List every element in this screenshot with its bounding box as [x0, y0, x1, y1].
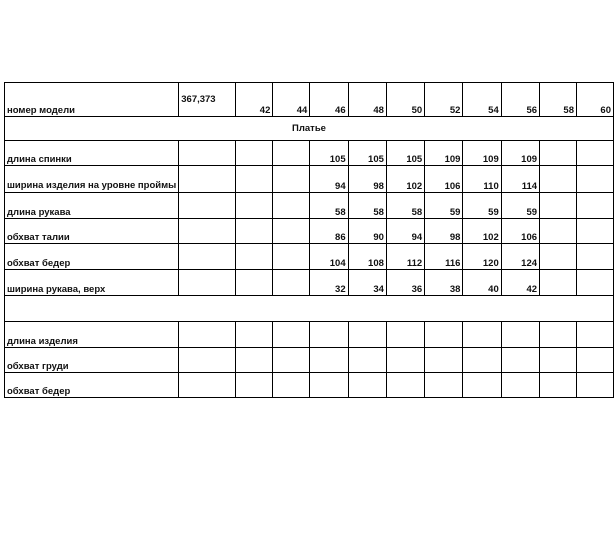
table-cell	[310, 348, 348, 373]
table-cell: 114	[501, 166, 539, 193]
table-cell: 34	[348, 270, 386, 296]
size-header: 58	[540, 83, 577, 117]
table-cell	[236, 141, 273, 166]
table-cell	[576, 244, 613, 270]
table-cell	[179, 193, 236, 219]
table-cell	[179, 373, 236, 398]
table-row	[5, 193, 614, 219]
table-cell	[273, 244, 310, 270]
table-cell: 86	[310, 219, 348, 244]
row-label: обхват бедер	[5, 244, 179, 270]
table-cell	[273, 270, 310, 296]
table-cell: 40	[463, 270, 501, 296]
table-cell	[386, 348, 424, 373]
table-cell	[576, 141, 613, 166]
table-cell	[463, 322, 501, 348]
table-row	[5, 348, 614, 373]
table-cell	[576, 270, 613, 296]
table-cell	[576, 193, 613, 219]
table-cell	[576, 322, 613, 348]
size-header: 54	[463, 83, 501, 117]
table-cell	[425, 373, 463, 398]
table-cell	[501, 322, 539, 348]
row-label: обхват талии	[5, 219, 179, 244]
table-cell	[348, 348, 386, 373]
table-row	[5, 373, 614, 398]
table-cell	[310, 373, 348, 398]
row-label: длина спинки	[5, 141, 179, 166]
row-label: обхват бедер	[5, 373, 179, 398]
table-cell: 120	[463, 244, 501, 270]
table-cell	[540, 270, 577, 296]
table-cell	[348, 373, 386, 398]
table-cell: 102	[463, 219, 501, 244]
row-label: длина изделия	[5, 322, 179, 348]
table-cell: 116	[425, 244, 463, 270]
table-cell: 124	[501, 244, 539, 270]
table-cell	[540, 219, 577, 244]
table-row	[5, 219, 614, 244]
blank-band	[5, 296, 614, 322]
table-cell	[576, 348, 613, 373]
table-cell	[576, 166, 613, 193]
row-label: ширина изделия на уровне проймы	[5, 166, 179, 193]
table-cell: 59	[425, 193, 463, 219]
table-cell	[273, 348, 310, 373]
row-label: ширина рукава, верх	[5, 270, 179, 296]
table-cell	[179, 322, 236, 348]
table-cell: 106	[425, 166, 463, 193]
table-cell	[540, 244, 577, 270]
table-cell: 42	[501, 270, 539, 296]
table-cell: 94	[310, 166, 348, 193]
size-header: 52	[425, 83, 463, 117]
size-header: 60	[576, 83, 613, 117]
table-cell	[540, 166, 577, 193]
table-cell	[273, 322, 310, 348]
table-cell	[576, 219, 613, 244]
table-cell: 32	[310, 270, 348, 296]
table-cell	[273, 219, 310, 244]
table-cell	[273, 141, 310, 166]
table-cell	[425, 322, 463, 348]
table-cell	[501, 348, 539, 373]
table-cell	[540, 373, 577, 398]
table-cell	[273, 166, 310, 193]
table-cell: 105	[386, 141, 424, 166]
size-header: 56	[501, 83, 539, 117]
table-cell: 38	[425, 270, 463, 296]
row-label: обхват груди	[5, 348, 179, 373]
table-cell: 59	[463, 193, 501, 219]
table-cell	[540, 348, 577, 373]
table-cell: 90	[348, 219, 386, 244]
table-cell: 58	[310, 193, 348, 219]
table-cell: 109	[463, 141, 501, 166]
table-cell	[236, 373, 273, 398]
spacer-row	[5, 296, 614, 322]
table-row	[5, 322, 614, 348]
table-cell	[179, 166, 236, 193]
table-cell	[540, 322, 577, 348]
table-cell	[236, 244, 273, 270]
table-cell: 102	[386, 166, 424, 193]
table-cell: 109	[501, 141, 539, 166]
table-cell	[179, 348, 236, 373]
model-number-label: номер модели	[5, 83, 179, 117]
table-cell	[463, 348, 501, 373]
table-cell	[236, 348, 273, 373]
table-cell	[236, 322, 273, 348]
table-cell: 104	[310, 244, 348, 270]
table-cell: 109	[425, 141, 463, 166]
table-cell	[540, 141, 577, 166]
table-cell	[348, 322, 386, 348]
table-cell	[273, 373, 310, 398]
table-cell: 105	[310, 141, 348, 166]
table-cell	[540, 193, 577, 219]
table-cell: 98	[425, 219, 463, 244]
table-cell: 94	[386, 219, 424, 244]
size-chart-table	[4, 82, 614, 398]
row-label: длина рукава	[5, 193, 179, 219]
table-cell	[273, 193, 310, 219]
table-cell: 59	[501, 193, 539, 219]
table-cell: 36	[386, 270, 424, 296]
table-cell	[179, 141, 236, 166]
table-cell	[310, 322, 348, 348]
table-cell	[179, 244, 236, 270]
size-header: 48	[348, 83, 386, 117]
size-header: 46	[310, 83, 348, 117]
table-cell	[236, 219, 273, 244]
table-cell: 58	[348, 193, 386, 219]
table-row	[5, 141, 614, 166]
table-cell	[236, 193, 273, 219]
table-cell	[236, 270, 273, 296]
table-row	[5, 270, 614, 296]
table-row	[5, 166, 614, 193]
table-row	[5, 244, 614, 270]
size-header: 44	[273, 83, 310, 117]
table-cell	[179, 219, 236, 244]
table-cell: 105	[348, 141, 386, 166]
size-header: 50	[386, 83, 424, 117]
section-title: Платье	[5, 117, 614, 141]
section-row	[5, 117, 614, 141]
table-cell: 98	[348, 166, 386, 193]
table-cell: 110	[463, 166, 501, 193]
model-number-value: 367,373	[179, 83, 236, 117]
table-cell	[501, 373, 539, 398]
table-cell: 58	[386, 193, 424, 219]
table-cell	[236, 166, 273, 193]
table-cell	[576, 373, 613, 398]
table-cell	[386, 373, 424, 398]
table-cell	[425, 348, 463, 373]
size-header: 42	[236, 83, 273, 117]
table-cell	[386, 322, 424, 348]
header-row	[5, 83, 614, 117]
table-cell	[463, 373, 501, 398]
table-cell: 106	[501, 219, 539, 244]
table-cell: 112	[386, 244, 424, 270]
table-cell: 108	[348, 244, 386, 270]
table-cell	[179, 270, 236, 296]
